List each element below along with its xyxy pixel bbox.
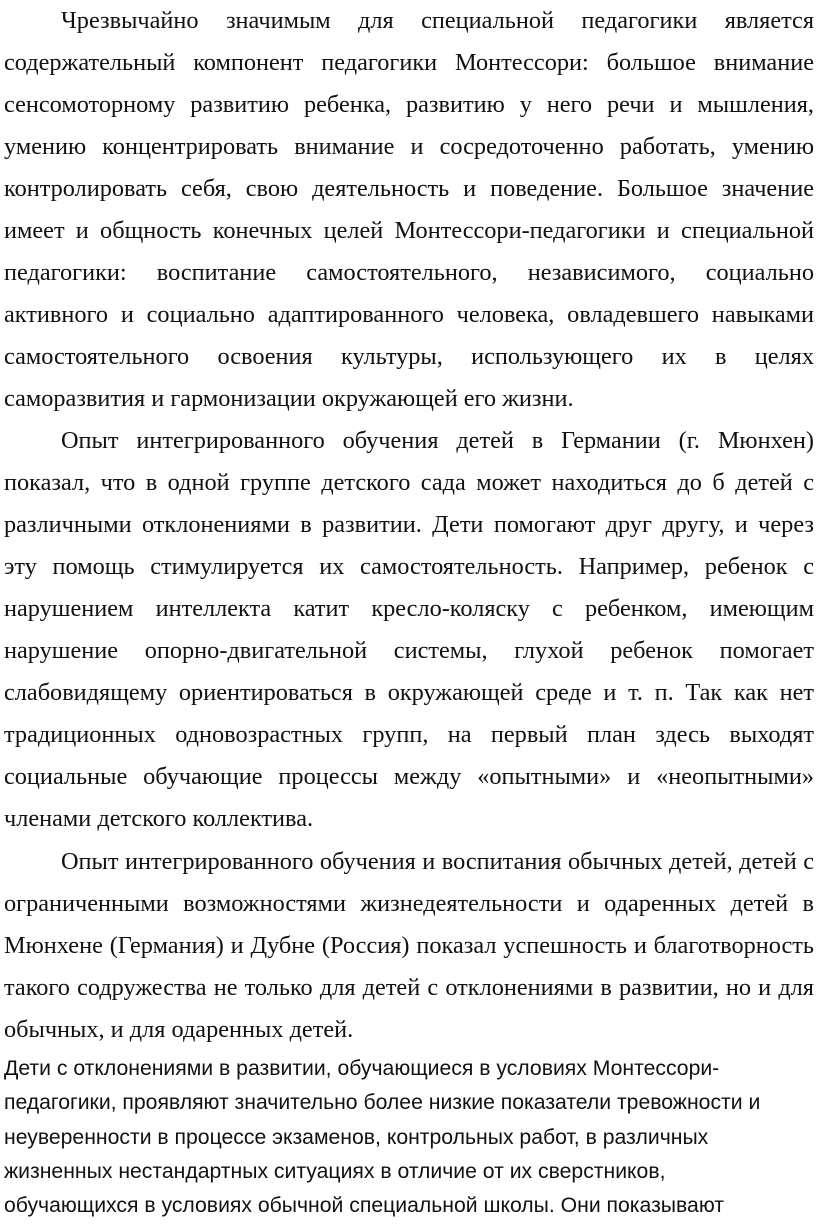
paragraph-munich-dubna-experience: Опыт интегрированного обучения и воспитания обычных детей, детей с ограниченными возможностями жизнедеятельности и одаренных детей в Мюнхене (Германия) и Дубне (Россия) показал успешность и благотворность такого содружества не только для детей с отклонениями в развитии, но и для обычных, и для одаренных детей. [4, 848, 814, 1043]
text-line: обучающихся в условиях обычной специальной школы. Они показывают [4, 1194, 724, 1218]
paragraph-montessori-content: Чрезвычайно значимым для специальной педагогики является содержательный компонент педагогики Монтессори: большое внимание сенсомоторному развитию ребенка, развитию у него речи и мышления, умению концентрировать внимание и сосредоточенно работать, умению контролировать себя, свою деятельность и поведение. Большое значение имеет и общность конечных целей Монтессори-педагогики и специальной педагогики: воспитание самостоятельного, независимого, социально активного и социально адаптированного человека, овладевшего навыками самостоятельного освоения культуры, использующего их в целях саморазвития и гармонизации окружающей его жизни. [4, 7, 814, 412]
text-line: педагогики, проявляют значительно более низкие показатели тревожности и [4, 1091, 761, 1115]
text-line: Дети с отклонениями в развитии, обучающиеся в условиях Монтессори- [4, 1057, 720, 1080]
paragraph-germany-experience: Опыт интегрированного обучения детей в Германии (г. Мюнхен) показал, что в одной группе детского сада может находиться до б детей с различными отклонениями в развитии. Дети помогают друг другу, и через эту помощь стимулируется их самостоятельность. Например, ребенок с нарушением интеллекта катит кресло-коляску с ребенком, имеющим нарушение опорно-двигательной системы, глухой ребенок помогает слабовидящему ориентироваться в окружающей среде и т. п. Так как нет традиционных одновозрастных групп, на первый план здесь выходят социальные обучающие процессы между «опытными» и «неопытными» членами детского коллектива. [4, 427, 814, 832]
paragraph-anxiety-results [4, 1052, 810, 1223]
text-line: жизненных нестандартных ситуациях в отличие от их сверстников, [4, 1159, 666, 1183]
text-line: неуверенности в процессе экзаменов, контрольных работ, в различных [4, 1125, 709, 1149]
